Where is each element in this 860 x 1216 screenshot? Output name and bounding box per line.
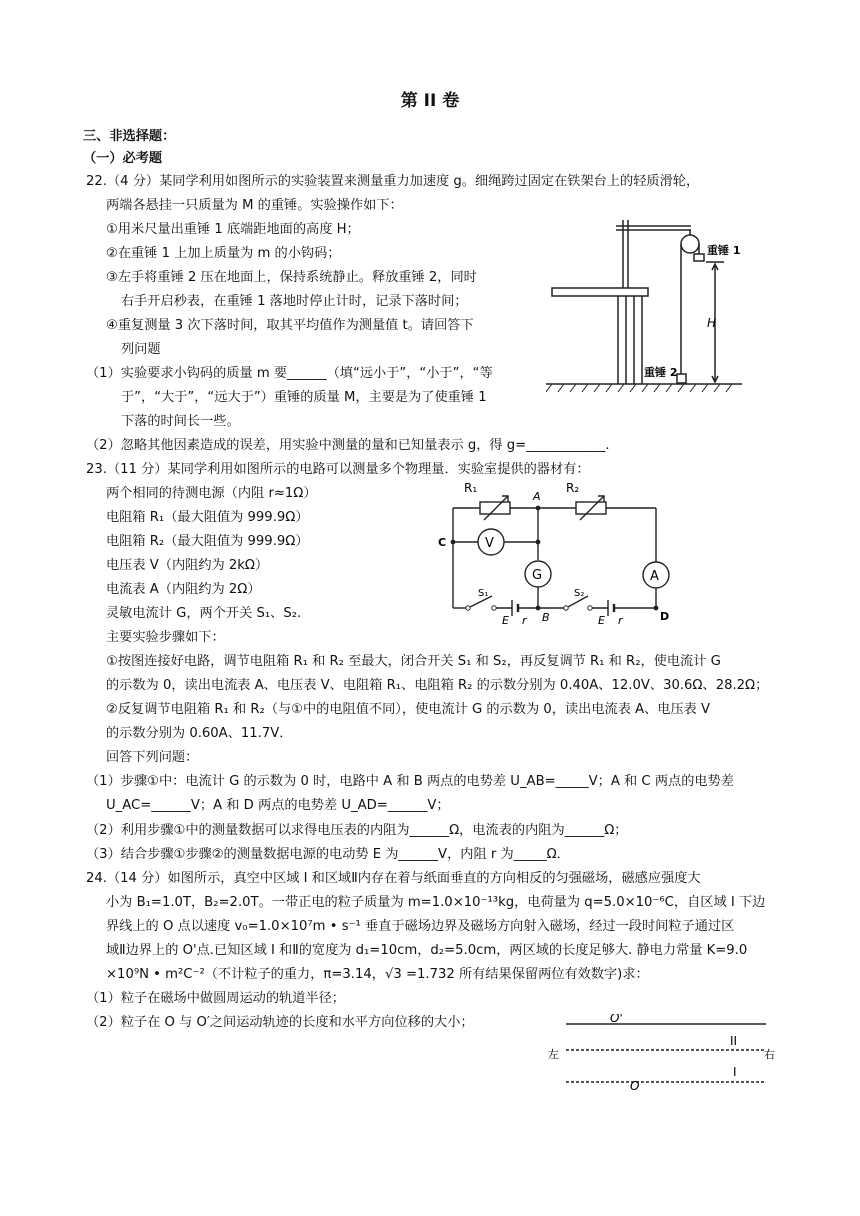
q24-part1: （1）粒子在磁场中做圆周运动的轨道半径； — [86, 991, 345, 1006]
q24-line2: 小为 B₁=1.0T，B₂=2.0T。一带正电的粒子质量为 m=1.0×10⁻¹³kg，电荷量为 q=5.0×10⁻⁶C，自区域 I 下边 — [106, 895, 766, 910]
node-a-label: A — [533, 490, 541, 503]
right-label: 右 — [764, 1048, 775, 1061]
q22-step3a: ③左手将重锤 2 压在地面上，保持系统静止。释放重锤 2，同时 — [106, 270, 477, 285]
q24-part2: （2）粒子在 O 与 O′之间运动轨迹的长度和水平方向位移的大小； — [86, 1015, 474, 1030]
switch-s2-label: S₂ — [574, 588, 585, 599]
q23-item4: 电压表 V（内阻约为 2kΩ） — [106, 558, 269, 573]
part3-subheading: （一）必考题 — [83, 151, 163, 166]
point-o-prime-label: O' — [610, 1014, 623, 1025]
r1-label: R₁ — [464, 481, 478, 495]
circuit-diagram — [428, 478, 688, 624]
q23-step2b: 的示数分别为 0.60A、11.7V． — [106, 726, 293, 741]
q23-item2: 电阻箱 R₁（最大阻值为 999.9Ω） — [106, 510, 309, 525]
galvanometer-label: G — [532, 568, 543, 583]
q23-part1b: U_AC=______V；A 和 D 两点的电势差 U_AD=______V； — [106, 798, 450, 813]
left-label: 左 — [548, 1048, 559, 1061]
q23-item6: 灵敏电流计 G，两个开关 S₁、S₂. — [106, 606, 302, 621]
q23-steps-intro: 主要实验步骤如下： — [106, 630, 225, 645]
emf2-label: E — [598, 614, 605, 624]
q23-step1b: 的示数为 0，读出电流表 A、电压表 V、电阻箱 R₁、电阻箱 R₂ 的示数分别为 0.40A、12.0V、30.6Ω、28.2Ω； — [106, 678, 769, 693]
node-c-label: C — [438, 536, 447, 549]
height-H-label: H — [707, 316, 717, 330]
resistor-box-r1 — [480, 502, 510, 514]
point-o-label: O — [630, 1079, 640, 1093]
r2-label: R₂ — [566, 481, 580, 495]
q23-item3: 电阻箱 R₂（最大阻值为 999.9Ω） — [106, 534, 309, 549]
resistor-box-r2 — [576, 502, 606, 514]
weight2-label: 重锤 2 — [644, 366, 678, 379]
region-I-label: I — [733, 1065, 737, 1079]
part3-heading: 三、非选择题： — [83, 129, 176, 144]
q23-part2: （2）利用步骤①中的测量数据可以求得电压表的内阻为______Ω，电流表的内阻为______Ω； — [86, 823, 628, 838]
q23-item5: 电流表 A（内阻约为 2Ω） — [106, 582, 261, 597]
q22-part1c: 下落的时间长一些。 — [121, 414, 240, 429]
weight1-label: 重锤 1 — [707, 244, 741, 257]
q22-line1: 22.（4 分）某同学利用如图所示的实验装置来测量重力加速度 g。细绳跨过固定在铁架台上的轻质滑轮， — [86, 174, 700, 189]
q24-line3: 界线上的 O 点以速度 v₀=1.0×10⁷m • s⁻¹ 垂直于磁场边界及磁场方向射入磁场，经过一段时间粒子通过区 — [106, 919, 735, 934]
q24-line5: ×10⁹N • m²C⁻²（不计粒子的重力，π=3.14，√3 =1.732 所有结果保留两位有效数字)求： — [106, 967, 649, 982]
q22-step3b: 右手开启秒表，在重锤 1 落地时停止计时，记录下落时间； — [121, 294, 468, 309]
q22-step4b: 列问题 — [121, 342, 161, 357]
q23-line1: 23.（11 分）某同学利用如图所示的电路可以测量多个物理量．实验室提供的器材有： — [86, 462, 590, 477]
region-II-label: II — [730, 1034, 738, 1048]
q22-step1: ①用米尺量出重锤 1 底端距地面的高度 H； — [106, 222, 360, 237]
q23-part1a: （1）步骤①中：电流计 G 的示数为 0 时，电路中 A 和 B 两点的电势差 U_AB=_____V；A 和 C 两点的电势差 — [86, 774, 734, 789]
node-d-label: D — [660, 610, 670, 623]
q23-item1: 两个相同的待测电源（内阻 r≈1Ω） — [106, 486, 317, 501]
q22-line2: 两端各悬挂一只质量为 M 的重锤。实验操作如下： — [106, 198, 403, 213]
emf1-label: E — [502, 614, 509, 624]
q22-part1a: （1）实验要求小钩码的质量 m 要______（填“远小于”，“小于”，“等 — [86, 366, 493, 381]
r2-internal-label: r — [618, 614, 623, 624]
switch-s1-label: S₁ — [478, 588, 489, 599]
q23-part3: （3）结合步骤①步骤②的测量数据电源的电动势 E 为______V，内阻 r 为_____Ω． — [86, 847, 570, 862]
section-title: 第 II 卷 — [400, 91, 460, 111]
q22-part2: （2）忽略其他因素造成的误差，用实验中测量的量和已知量表示 g，得 g=____________. — [86, 438, 610, 453]
q23-step2a: ②反复调节电阻箱 R₁ 和 R₂（与①中的电阻值不同），使电流计 G 的示数为 0，读出电流表 A、电压表 V — [106, 702, 711, 717]
q22-part1b: 于”，“大于”，“远大于”）重锤的质量 M，主要是为了使重锤 1 — [121, 390, 487, 405]
ammeter-label: A — [650, 569, 659, 584]
q22-step4a: ④重复测量 3 次下落时间，取其平均值作为测量值 t。请回答下 — [106, 318, 474, 333]
magnetic-regions-figure — [540, 1014, 780, 1094]
voltmeter-label: V — [485, 536, 494, 551]
r1-internal-label: r — [522, 614, 527, 624]
pulley-apparatus-figure — [546, 214, 746, 400]
q23-step1a: ①按图连接好电路，调节电阻箱 R₁ 和 R₂ 至最大，闭合开关 S₁ 和 S₂，再反复调节 R₁ 和 R₂，使电流计 G — [106, 654, 721, 669]
node-b-label: B — [542, 611, 550, 624]
q24-line4: 域Ⅱ边界上的 O'点.已知区域 I 和Ⅱ的宽度为 d₁=10cm，d₂=5.0cm，两区域的长度足够大. 静电力常量 K=9.0 — [106, 943, 748, 958]
q24-line1: 24.（14 分）如图所示，真空中区域 I 和区域Ⅱ内存在着与纸面垂直的方向相反的匀强磁场，磁感应强度大 — [86, 871, 701, 886]
q23-ask: 回答下列问题： — [106, 750, 199, 765]
q22-step2: ②在重锤 1 上加上质量为 m 的小钩码； — [106, 246, 341, 261]
